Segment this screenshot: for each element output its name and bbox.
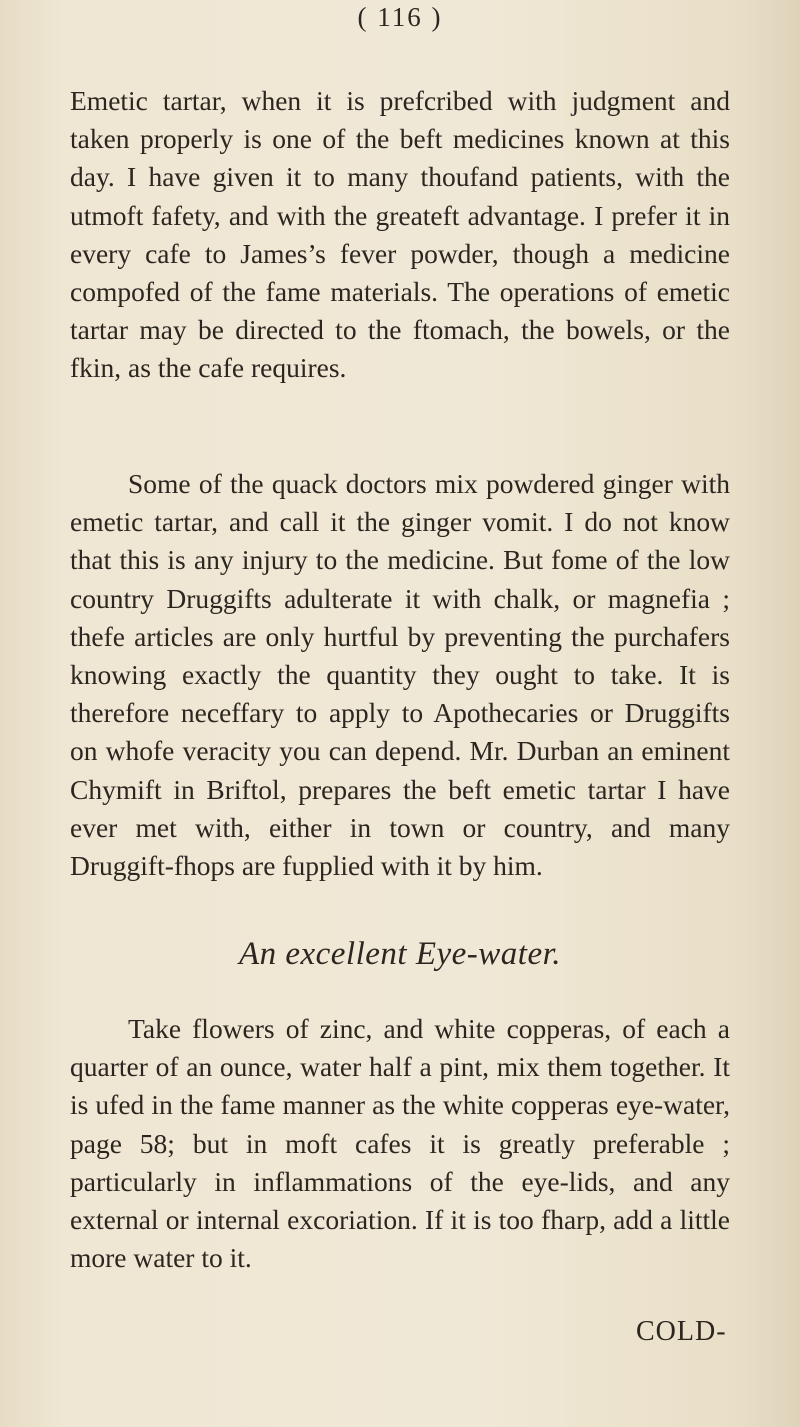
paragraph-emetic-tartar: Emetic tartar, when it is prefcribed with judgment and taken properly is one of the beft medicines known at this day. I have given it to many thoufand patients, with the utmoft fafety, and with the greateft advantage. I prefer it in every cafe to James’s fever powder, though a medicine compofed of the fame materials. The operations of emetic tartar may be directed to the ftomach, the bowels, or the fkin, as the cafe requires. bbox=[70, 85, 730, 384]
catchword: COLD- bbox=[636, 1316, 727, 1347]
page-number: ( 116 ) bbox=[357, 2, 443, 32]
section-heading: An excellent Eye-water. bbox=[238, 936, 562, 972]
paragraph-quack-doctors: Some of the quack doctors mix powdered ginger with emetic tartar, and call it the ginger vomit. I do not know that this is any injury to the medicine. But fome of the low country Druggifts adulterate it with chalk, or magnefia ; thefe articles are only hurtful by preventing the purchafers knowing exactly the quantity they ought to take. It is therefore neceffary to apply to Apothecaries or Druggifts on whofe veracity you can depend. Mr. Durban an eminent Chymift in Briftol, prepares the beft emetic tartar I have ever met with, either in town or country, and many Druggift-fhops are fupplied with it by him. bbox=[70, 468, 730, 882]
paragraph-eye-water-recipe: Take flowers of zinc, and white copperas, of each a quarter of an ounce, water half a pint, mix them together. It is ufed in the fame manner as the white copperas eye-water, page 58; but in moft cafes it is greatly preferable ; particularly in inflammations of the eye-lids, and any external or internal excoriation. If it is too fharp, add a little more water to it. bbox=[70, 1013, 730, 1274]
